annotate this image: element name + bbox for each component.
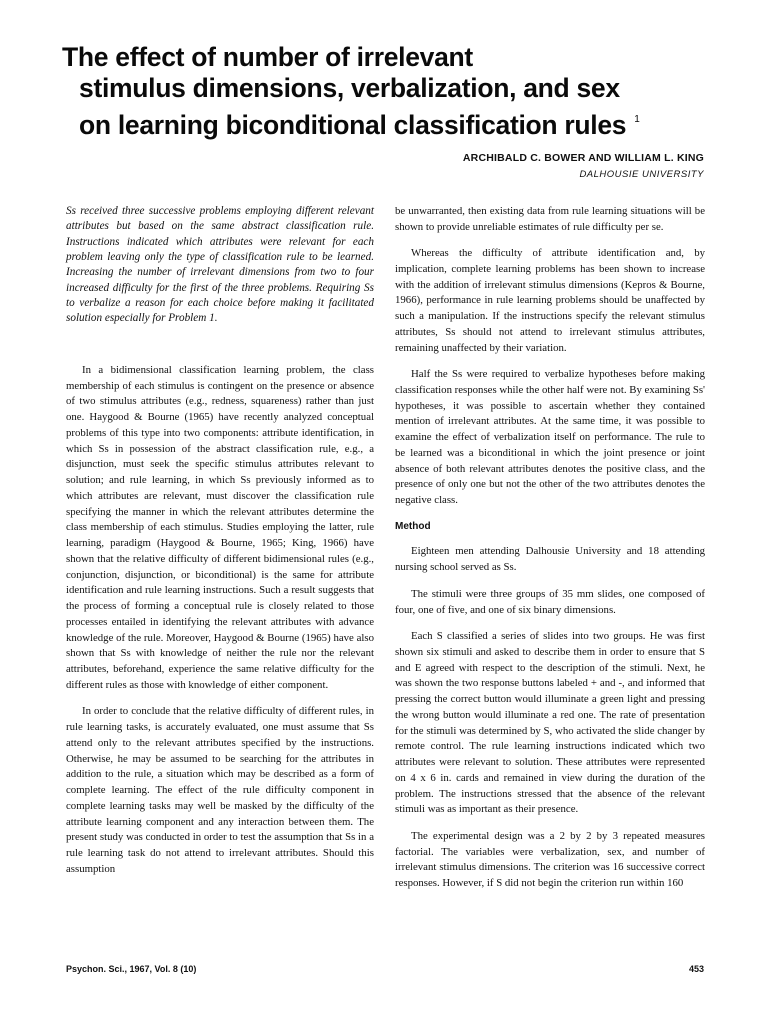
section-heading-method: Method: [395, 520, 431, 532]
paragraph: In order to conclude that the relative difficulty of different rules, in rule learning tasks, is accurately evaluated, one must assume that Ss attend only to the relevant attributes specified by the instructions. Otherwise, he may be assumed to be searching for the attributes in addition to the rule, a situation which may be described as a form of complete learning. The effect of the rule difficulty component in complete learning tasks may well be masked by the difficulty of the attribute learning component and any interaction between them. The present study was conducted in order to test the assumption that Ss in a rule learning task do not attend to irrelevant attributes. Should this assumption: [66, 705, 374, 875]
paragraph: Whereas the difficulty of attribute identification and, by implication, complete learning problems has been shown to increase with the addition of irrelevant stimulus dimensions (Kepros & Bourne, 1966), performance in rule learning problems should be unaffected by such a manipulation. If the instructions specify the relevant stimulus attributes, Ss should not attend to irrelevant stimulus attributes, remaining unaffected by their variation.: [395, 247, 705, 354]
paragraph: The stimuli were three groups of 35 mm slides, one composed of four, one of five, and one of six binary dimensions.: [395, 587, 705, 616]
title-line-2: stimulus dimensions, verbalization, and sex: [79, 73, 620, 103]
title-line-1: The effect of number of irrelevant: [62, 42, 473, 72]
left-column: [66, 352, 374, 888]
paragraph: In a bidimensional classification learning problem, the class membership of each stimulus is contingent on the presence or absence of two stimulus attributes (e.g., redness, squareness) rather than just one. Haygood & Bourne (1965) have recently analyzed conceptual problems of this type into two components: attribute identification, in which Ss in possession of the abstract classification rule, e.g., a disjunction, must seek the specific stimulus attributes relevant to solution; and rule learning, in which Ss previously informed as to which attributes are relevant, must discover the classification rule specifying the manner in which the relevant attributes determine the class membership of each stimulus. Studies employing the latter, rule learning, paradigm (Haygood & Bourne, 1965; King, 1966) have shown that the relative difficulty of different bidimensional rules (e.g., conjunction, disjunction, or biconditional) is the same for attribute identification and rule learning instructions. Such a result suggests that the process of forming a conceptual rule is closely related to those processes entailed in identifying the relevant attributes with advance knowledge of the rule. Moreover, Haygood & Bourne (1965) have also shown that Ss with knowledge of neither the rule nor the relevant attributes, beforehand, experience the same relative difficulty for the different rules as those with knowledge of either component.: [66, 363, 374, 691]
paragraph: The experimental design was a 2 by 2 by 3 repeated measures factorial. The variables were verbalization, sex, and number of irrelevant stimulus dimensions. The criterion was 16 successive correct responses. However, if S did not begin the criterion run within 160: [395, 829, 705, 890]
abstract: Ss received three successive problems employing different relevant attributes but based on the same abstract classification rule. Instructions indicated which attributes were relevant for each problem leaving only the type of classification rule to be learned. Increasing the number of irrelevant dimensions from two to four increased difficulty for the first of the three problems. Requiring Ss to verbalize a reason for each choice before making it facilitated solution especially for Problem 1.: [66, 205, 374, 325]
authors: ARCHIBALD C. BOWER AND WILLIAM L. KING: [462, 152, 704, 164]
paragraph: Half the Ss were required to verbalize hypotheses before making classification responses while the other half were not. By examining Ss' hypotheses, it was possible to ascertain whether they contained mention of irrelevant attributes. At the same time, it was possible to examine the effect of verbalization itself on performance. The rule to be learned was a biconditional in which the joint presence or joint absence of both relevant attributes denotes the positive class, and the presence of only one but not the other of the two attributes denotes the negative class.: [395, 368, 705, 507]
paragraph: Eighteen men attending Dalhousie University and 18 attending nursing school served as Ss.: [395, 545, 705, 574]
article-title: [62, 42, 702, 141]
journal-citation: Psychon. Sci., 1967, Vol. 8 (10): [66, 964, 197, 974]
page-number: 453: [688, 964, 704, 974]
right-column: [395, 193, 705, 903]
title-line-3: on learning biconditional classification rules: [79, 110, 627, 140]
paragraph: Each S classified a series of slides into two groups. He was first shown six stimuli and asked to describe them in order to ensure that S and E agreed with respect to the description of the stimuli. Next, he was shown the two response buttons labeled + and -, and informed that pressing the correct button would illuminate a green light and pressing the wrong button would illuminate a red one. The rate of presentation for the stimuli was determined by S, who activated the slide changer by remote control. The rule learning instructions indicated which two attributes were relevant to solution. These attributes were represented on 4 x 6 in. cards and remained in view during the duration of the problem. The instructions stressed that the absence of the relevant stimuli was as important as their presence.: [395, 630, 705, 816]
affiliation: DALHOUSIE UNIVERSITY: [579, 169, 704, 180]
paragraph-continuation: be unwarranted, then existing data from rule learning situations will be shown to provide unreliable estimates of rule difficulty per se.: [395, 204, 705, 233]
footnote-marker: 1: [634, 114, 640, 125]
